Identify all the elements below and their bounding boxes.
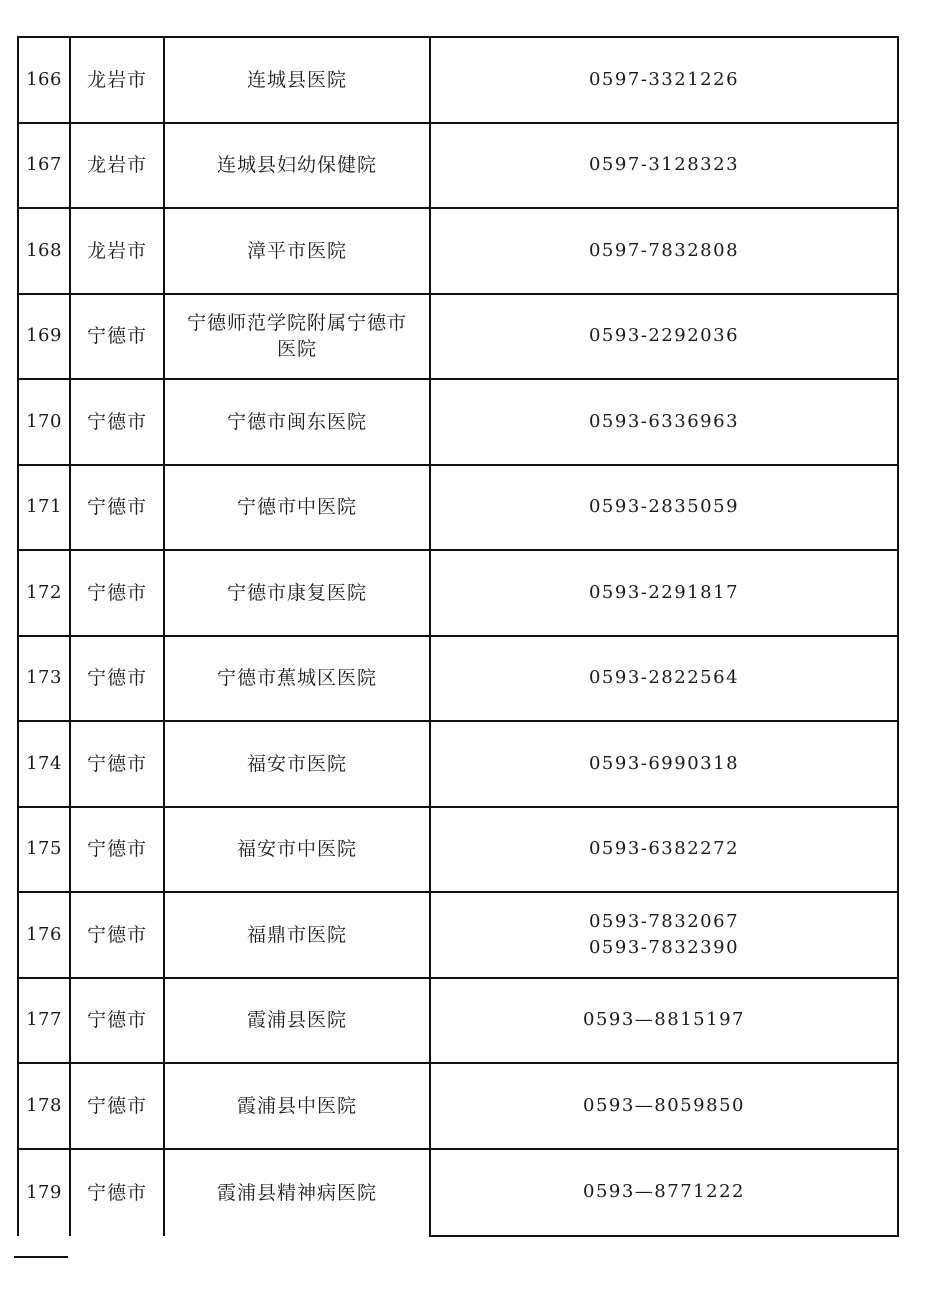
hospital-name-cell <box>164 636 430 722</box>
hospital-name-line: 连城县妇幼保健院 <box>216 154 377 177</box>
phone-cell <box>430 1149 898 1236</box>
city-cell: 龙岩市 <box>70 123 164 209</box>
table-row <box>18 37 898 123</box>
hospital-name-cell <box>164 37 430 123</box>
city-cell: 宁德市 <box>70 721 164 807</box>
hospital-name-cell <box>164 978 430 1064</box>
city-cell: 龙岩市 <box>70 37 164 123</box>
phone-number: 0593—8771222 <box>583 1181 745 1202</box>
row-number-cell: 172 <box>18 550 70 636</box>
phone-number: 0593-6382272 <box>588 838 740 860</box>
city-cell: 龙岩市 <box>70 208 164 294</box>
city-cell: 宁德市 <box>70 978 164 1064</box>
hospital-name-line: 福安市中医院 <box>236 838 357 861</box>
phone-number: 0597-7832808 <box>588 239 740 261</box>
hospital-name-line: 医院 <box>276 338 317 361</box>
hospital-contact-table <box>17 36 899 1237</box>
row-number-cell: 167 <box>18 123 70 209</box>
city-cell: 宁德市 <box>70 294 164 380</box>
hospital-table-page <box>17 36 897 1237</box>
hospital-name-line: 霞浦县医院 <box>246 1009 347 1032</box>
phone-number: 0593-2291817 <box>588 581 740 603</box>
hospital-name-line: 霞浦县精神病医院 <box>216 1181 377 1204</box>
hospital-name-cell <box>164 123 430 209</box>
row-number-cell: 170 <box>18 379 70 465</box>
phone-number: 0593—8815197 <box>583 1009 745 1031</box>
table-row <box>18 550 898 636</box>
table-row <box>18 379 898 465</box>
table-bottom-rule <box>14 1256 68 1258</box>
table-row <box>18 1063 898 1149</box>
table-row <box>18 636 898 722</box>
city-cell: 宁德市 <box>70 465 164 551</box>
hospital-name-line: 连城县医院 <box>246 68 347 91</box>
row-number-cell: 178 <box>18 1063 70 1149</box>
city-cell: 宁德市 <box>70 892 164 978</box>
phone-cell <box>430 379 898 465</box>
row-number-cell: 174 <box>18 721 70 807</box>
hospital-name-line: 宁德市闽东医院 <box>226 410 367 433</box>
phone-cell <box>430 208 898 294</box>
hospital-name-cell <box>164 294 430 380</box>
row-number-cell: 179 <box>18 1149 70 1236</box>
phone-cell <box>430 721 898 807</box>
phone-cell <box>430 1063 898 1149</box>
table-row <box>18 892 898 978</box>
hospital-name-cell <box>164 1149 430 1236</box>
table-row <box>18 208 898 294</box>
phone-number: 0593-2292036 <box>588 325 740 347</box>
phone-cell <box>430 465 898 551</box>
phone-cell <box>430 978 898 1064</box>
phone-number: 0593-7832067 <box>588 910 740 932</box>
hospital-name-line: 福安市医院 <box>246 752 347 775</box>
phone-number: 0593-6990318 <box>588 752 740 774</box>
hospital-name-cell <box>164 1063 430 1149</box>
phone-cell <box>430 807 898 893</box>
city-cell: 宁德市 <box>70 1063 164 1149</box>
row-number-cell: 169 <box>18 294 70 380</box>
phone-number: 0597-3321226 <box>588 68 740 90</box>
table-row <box>18 465 898 551</box>
city-cell: 宁德市 <box>70 807 164 893</box>
table-row <box>18 721 898 807</box>
city-cell: 宁德市 <box>70 379 164 465</box>
hospital-name-cell <box>164 208 430 294</box>
row-number-cell: 177 <box>18 978 70 1064</box>
hospital-name-cell <box>164 379 430 465</box>
hospital-name-line: 宁德师范学院附属宁德市 <box>186 312 407 335</box>
phone-number: 0593—8059850 <box>583 1094 745 1116</box>
hospital-name-cell <box>164 721 430 807</box>
hospital-name-line: 宁德市康复医院 <box>226 581 367 604</box>
table-row <box>18 123 898 209</box>
phone-cell <box>430 294 898 380</box>
hospital-name-cell <box>164 807 430 893</box>
row-number-cell: 173 <box>18 636 70 722</box>
phone-number: 0593-2822564 <box>588 667 740 689</box>
table-row <box>18 1149 898 1236</box>
city-cell: 宁德市 <box>70 636 164 722</box>
phone-cell <box>430 123 898 209</box>
city-cell: 宁德市 <box>70 550 164 636</box>
row-number-cell: 175 <box>18 807 70 893</box>
hospital-name-line: 漳平市医院 <box>246 239 347 262</box>
phone-cell <box>430 892 898 978</box>
row-number-cell: 166 <box>18 37 70 123</box>
table-row <box>18 978 898 1064</box>
hospital-name-line: 宁德市中医院 <box>236 496 357 519</box>
table-body <box>18 37 898 1236</box>
hospital-name-cell <box>164 465 430 551</box>
hospital-name-cell <box>164 892 430 978</box>
city-cell: 宁德市 <box>70 1149 164 1236</box>
table-row <box>18 807 898 893</box>
phone-number: 0593-7832390 <box>588 936 740 958</box>
hospital-name-line: 福鼎市医院 <box>246 923 347 946</box>
phone-cell <box>430 636 898 722</box>
table-row <box>18 294 898 380</box>
phone-cell <box>430 37 898 123</box>
hospital-name-line: 霞浦县中医院 <box>236 1094 357 1117</box>
hospital-name-line: 宁德市蕉城区医院 <box>216 667 377 690</box>
hospital-name-cell <box>164 550 430 636</box>
phone-number: 0597-3128323 <box>588 154 740 176</box>
row-number-cell: 171 <box>18 465 70 551</box>
phone-number: 0593-6336963 <box>588 410 740 432</box>
phone-cell <box>430 550 898 636</box>
row-number-cell: 176 <box>18 892 70 978</box>
row-number-cell: 168 <box>18 208 70 294</box>
phone-number: 0593-2835059 <box>588 496 740 518</box>
